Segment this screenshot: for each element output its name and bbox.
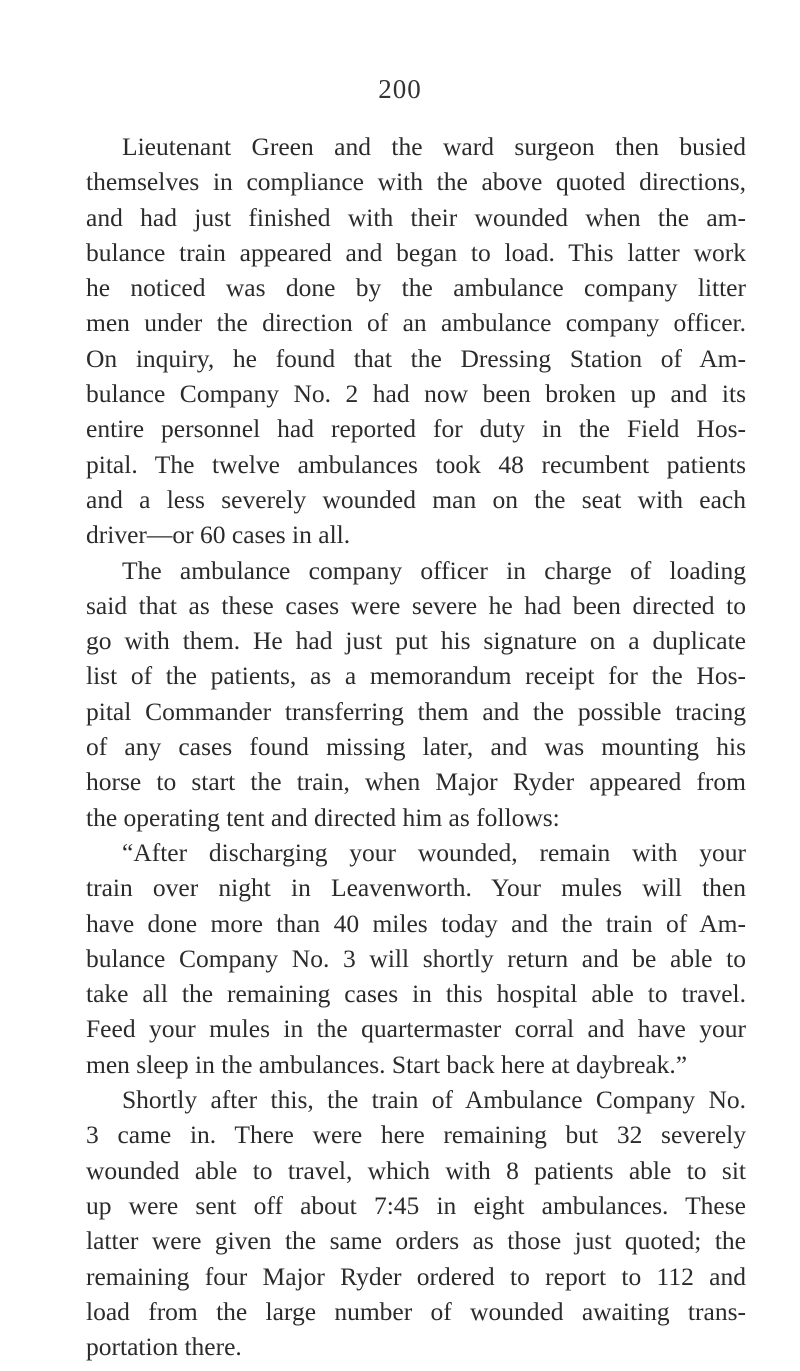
text-line: bulance Company No. 2 had now been broken up and its [86, 379, 746, 409]
text-line: the operating tent and directed him as follows: [86, 802, 560, 832]
text-line: wounded able to travel, which with 8 patients able to sit [86, 1155, 746, 1185]
text-line: 3 came in. There were here remaining but 32 severely [86, 1120, 746, 1150]
text-line: pital. The twelve ambulances took 48 recumbent patients [86, 449, 746, 479]
text-line: have done more than 40 miles today and the train of Am- [86, 908, 746, 938]
text-line: bulance train appeared and began to load. This latter work [86, 237, 746, 267]
text-line: On inquiry, he found that the Dressing Station of Am- [86, 343, 746, 373]
text-line: “After discharging your wounded, remain with your [122, 837, 746, 867]
text-line: train over night in Leavenworth. Your mules will then [86, 873, 746, 903]
text-line: go with them. He had just put his signature on a duplicate [86, 626, 746, 656]
page-number: 200 [378, 74, 422, 104]
text-line: list of the patients, as a memorandum receipt for the Hos- [86, 661, 746, 691]
text-line: up were sent off about 7:45 in eight ambulances. These [86, 1190, 746, 1220]
text-line: themselves in compliance with the above quoted directions, [86, 167, 746, 197]
text-line: Shortly after this, the train of Ambulance Company No. [122, 1085, 746, 1115]
text-line: horse to start the train, when Major Ryder appeared from [86, 767, 746, 797]
text-line: and had just finished with their wounded when the am- [86, 202, 746, 232]
text-line: driver—or 60 cases in all. [86, 520, 351, 550]
text-line: latter were given the same orders as those just quoted; the [86, 1226, 746, 1256]
text-line: bulance Company No. 3 will shortly return and be able to [86, 943, 746, 973]
text-line: Lieutenant Green and the ward surgeon then busied [122, 132, 746, 161]
text-line: and a less severely wounded man on the seat with each [86, 484, 746, 514]
text-line: Feed your mules in the quartermaster corral and have your [86, 1014, 746, 1044]
text-line: men sleep in the ambulances. Start back here at daybreak.” [86, 1049, 688, 1079]
text-line: pital Commander transferring them and the possible tracing [86, 696, 746, 726]
text-line: he noticed was done by the ambulance company litter [86, 273, 746, 303]
text-line: The ambulance company officer in charge of loading [122, 555, 746, 585]
text-line: of any cases found missing later, and was mounting his [86, 732, 746, 762]
body-text [86, 129, 746, 1364]
text-line: said that as these cases were severe he had been directed to [86, 590, 746, 620]
text-line: portation there. [86, 1332, 242, 1362]
text-line: remaining four Major Ryder ordered to report to 112 and [86, 1261, 746, 1291]
text-line: take all the remaining cases in this hospital able to travel. [86, 979, 746, 1009]
text-line: entire personnel had reported for duty in the Field Hos- [86, 414, 746, 444]
text-line: men under the direction of an ambulance company officer. [86, 308, 746, 338]
text-line: load from the large number of wounded awaiting trans- [86, 1296, 746, 1326]
